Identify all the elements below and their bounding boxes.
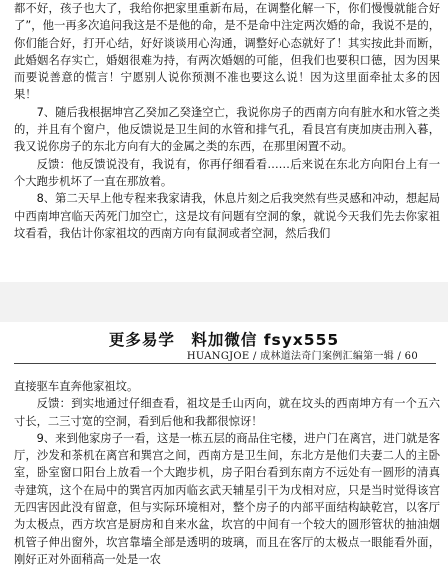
paragraph: 8、第二天早上他专程来我家请我，休息片刻之后我突然有些灵感和冲动，想起局中西南坤宫临天芮死门加空亡，这是坟有问题有空洞的象，就说今天我们先去你家祖坟看看，我估计你家祖坟的西南方向有鼠洞或者空洞，然后我们 xyxy=(14,192,440,240)
top-page xyxy=(0,0,448,282)
paragraph: 反馈：到实地通过仔细查看，祖坟是壬山丙向，就在坟头的西南坤方有一个五六寸长，二三寸宽的空洞，看到后他和我都很惊讶！ xyxy=(14,397,440,428)
paragraph: 9、来到他家房子一看，这是一栋五层的商品住宅楼，进户门在离宫，进门就是客厅，沙发和茶机在离宫和巽宫之间，西南方是卫生间，东北方是他们夫妻二人的主卧室，卧室窗口阳台上放看一个大跑步机，房子阳台看到东南方不远处有一圆形的清真寺建筑，这个在局中的巽宫丙加丙临玄武天辅星引干为戊相对应，只是当时觉得该宫无四害因此没有留意，但与实际环境相对，整个房子的内部平面结构缺乾宫，以客厅为太极点，西方坎宫是厨房和自来水盆，坎宫的中间有一个较大的圆形管状的抽油烟机管子伸出窗外，坎宫靠墙全部是透明的玻璃，而且在客厅的太极点一眼能看外面，刚好正对外面稍高一处是一农 xyxy=(14,431,440,566)
header-divider xyxy=(14,363,436,364)
page-header-title: 更多易学 料加微信 fsyx555 xyxy=(108,331,340,349)
bottom-page-body xyxy=(14,378,440,568)
paragraph: 反馈：他反馈说没有，我说有，你再仔细看看……后来说在东北方向阳台上有一个大跑步机坏了一直在那放着。 xyxy=(14,157,440,188)
paragraph: 都不好，孩子也大了，我给你把家里重新布局，在调整化解一下，你们慢慢就能合好了”，他一再多次追问我这是不是他的命，是不是命中注定两次婚的命，我说不是的，你们能合好，打开心结，好好谈谈用心沟通，调整好心态就好了！其实按此卦而断，此婚姻名存实亡，婚姻很难为持，有两次婚姻的可能，但我们也要积口德，因为因果而要说善意的慌言！宁愿别人说你预测不准也要这么说！因为这里面牵扯太多的因果！ xyxy=(14,2,440,102)
paragraph: 直接驱车直奔他家祖坟。 xyxy=(14,380,139,393)
page-gap xyxy=(0,282,448,322)
bottom-page xyxy=(0,322,448,566)
paragraph: 7、随后我根据坤宫乙癸加乙癸逢空亡，我说你房子的西南方向有脏水和水管之类的，并且有个窗户，他反馈说是卫生间的水管和排气孔，看艮宫有庚加庚击刑入暮，我又说你房子的东北方向有大的金属之类的东西，在那里闲置不动。 xyxy=(14,105,440,154)
page-header-subtitle: HUANGJOE / 成林道法奇门案例汇编第一辑 / 60 xyxy=(186,351,418,362)
top-page-body xyxy=(14,0,440,242)
